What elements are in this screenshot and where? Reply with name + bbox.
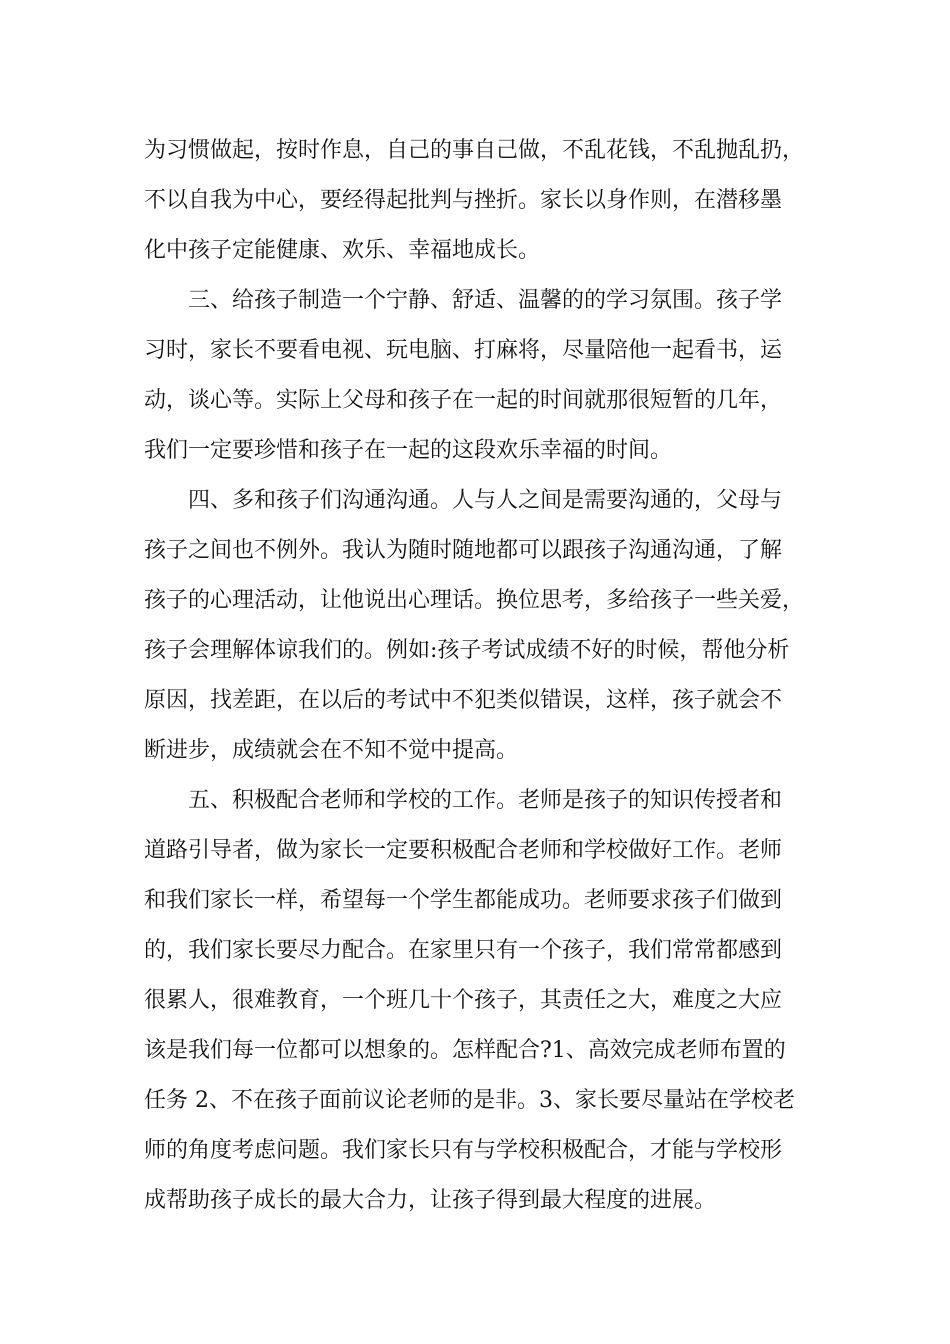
text-line: 孩子会理解体谅我们的。例如:孩子考试成绩不好的时候，帮他分析: [144, 638, 790, 663]
text-line: 很累人，很难教育，一个班几十个孩子，其责任之大，难度之大应: [144, 988, 783, 1013]
text-line: 成帮助孩子成长的最大合力，让孩子得到最大程度的进展。: [144, 1188, 717, 1213]
text-line: 孩子之间也不例外。我认为随时随地都可以跟孩子沟通沟通，了解: [144, 538, 783, 563]
text-line: 孩子的心理活动，让他说出心理话。换位思考，多给孩子一些关爱，: [144, 588, 805, 613]
paragraph-five-start: 五、积极配合老师和学校的工作。老师是孩子的知识传授者和: [188, 788, 783, 813]
text-line: 道路引导者，做为家长一定要积极配合老师和学校做好工作。老师: [144, 838, 783, 863]
text-line: 我们一定要珍惜和孩子在一起的这段欢乐幸福的时间。: [144, 438, 673, 463]
text-line: 该是我们每一位都可以想象的。怎样配合?1、高效完成老师布置的: [144, 1038, 786, 1063]
text-line: 和我们家长一样，希望每一个学生都能成功。老师要求孩子们做到: [144, 888, 783, 913]
text-line: 习时，家长不要看电视、玩电脑、打麻将，尽量陪他一起看书，运: [144, 338, 783, 363]
text-line: 为习惯做起，按时作息，自己的事自己做，不乱花钱，不乱抛乱扔，: [144, 138, 805, 163]
text-line: 动，谈心等。实际上父母和孩子在一起的时间就那很短暂的几年，: [144, 388, 783, 413]
paragraph-three-start: 三、给孩子制造一个宁静、舒适、温馨的的学习氛围。孩子学: [188, 288, 783, 313]
text-line: 师的角度考虑问题。我们家长只有与学校积极配合，才能与学校形: [144, 1138, 783, 1163]
text-line: 化中孩子定能健康、欢乐、幸福地成长。: [144, 238, 541, 263]
text-line: 不以自我为中心，要经得起批判与挫折。家长以身作则，在潜移墨: [144, 188, 783, 213]
text-line: 断进步，成绩就会在不知不觉中提高。: [144, 738, 519, 763]
text-line: 任务 2、不在孩子面前议论老师的是非。3、家长要尽量站在学校老: [144, 1088, 795, 1113]
text-line: 原因，找差距，在以后的考试中不犯类似错误，这样，孩子就会不: [144, 688, 783, 713]
text-line: 的，我们家长要尽力配合。在家里只有一个孩子，我们常常都感到: [144, 938, 783, 963]
paragraph-four-start: 四、多和孩子们沟通沟通。人与人之间是需要沟通的，父母与: [188, 488, 783, 513]
